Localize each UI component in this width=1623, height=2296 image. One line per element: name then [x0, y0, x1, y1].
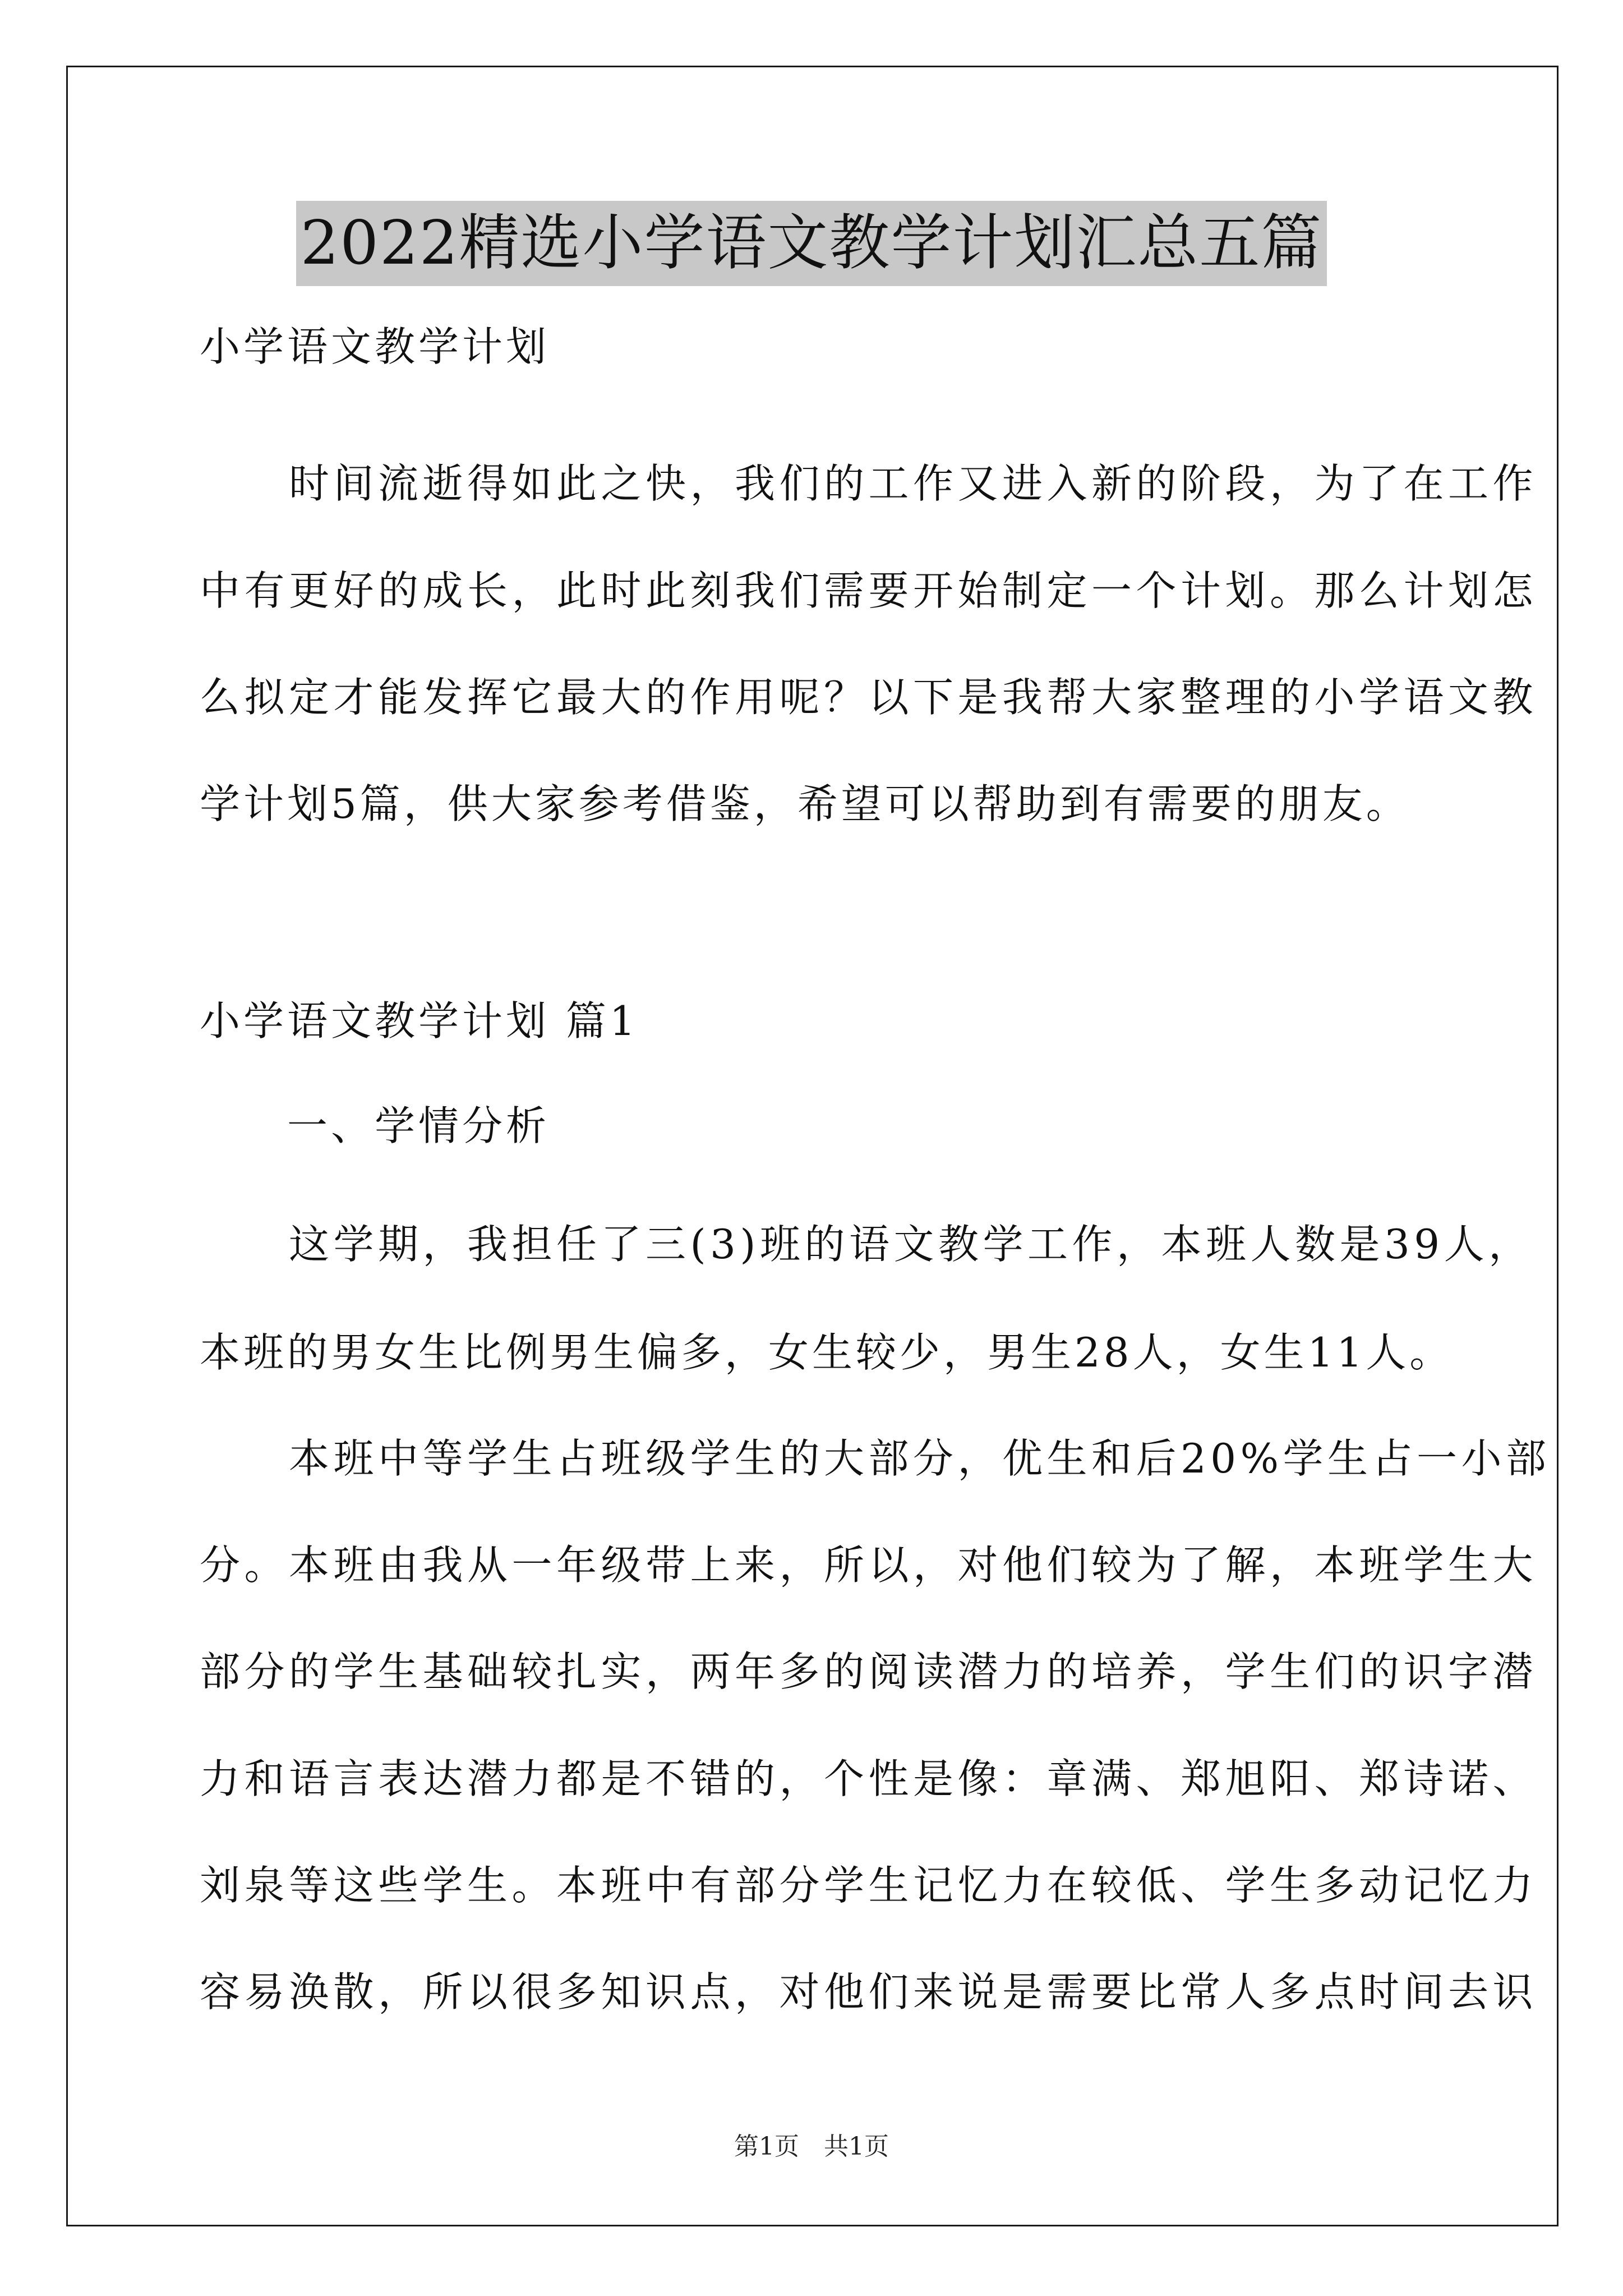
paragraph-line: 刘泉等这些学生。本班中有部分学生记忆力在较低、学生多动记忆力	[200, 1862, 1538, 1909]
title-container	[0, 201, 1623, 286]
paragraph-line: 容易涣散，所以很多知识点，对他们来说是需要比常人多点时间去识	[200, 1968, 1538, 2016]
paragraph-line: 么拟定才能发挥它最大的作用呢？以下是我帮大家整理的小学语文教	[200, 674, 1538, 721]
paragraph-line: 部分的学生基础较扎实，两年多的阅读潜力的培养，学生们的识字潜	[200, 1648, 1538, 1695]
paragraph-line: 这学期，我担任了三(3)班的语文教学工作，本班人数是39人，	[200, 1221, 1533, 1268]
paragraph-line: 力和语言表达潜力都是不错的，个性是像：章满、郑旭阳、郑诗诺、	[200, 1755, 1538, 1802]
paragraph-line: 学计划5篇，供大家参考借鉴，希望可以帮助到有需要的朋友。	[200, 780, 1410, 827]
subsection-heading: 一、学情分析	[200, 1102, 550, 1149]
paragraph-line: 本班的男女生比例男生偏多，女生较少，男生28人，女生11人。	[200, 1329, 1454, 1376]
section-heading: 小学语文教学计划	[200, 323, 550, 370]
paragraph-line: 本班中等学生占班级学生的大部分，优生和后20%学生占一小部	[200, 1435, 1551, 1482]
document-title: 2022精选小学语文教学计划汇总五篇	[296, 201, 1327, 286]
paragraph-line: 中有更好的成长，此时此刻我们需要开始制定一个计划。那么计划怎	[200, 567, 1538, 614]
section-heading: 小学语文教学计划 篇1	[200, 997, 639, 1045]
page-footer: 第1页 共1页	[734, 2132, 889, 2161]
paragraph-line: 时间流逝得如此之快，我们的工作又进入新的阶段，为了在工作	[200, 460, 1538, 507]
paragraph-line: 分。本班由我从一年级带上来，所以，对他们较为了解，本班学生大	[200, 1542, 1538, 1589]
